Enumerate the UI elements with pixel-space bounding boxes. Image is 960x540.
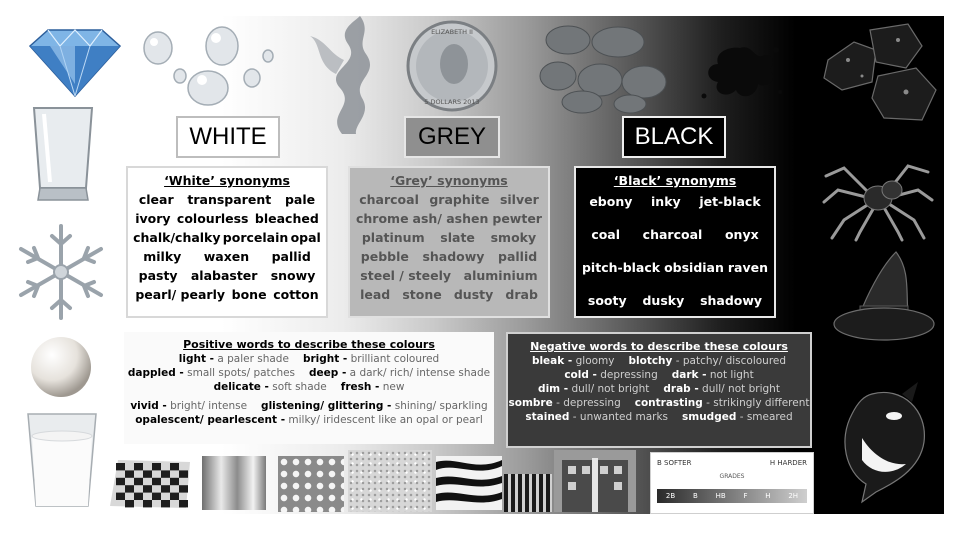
synonym-word: obsidian [664,260,724,275]
grades-scale [657,489,807,503]
synonym-row [128,192,326,207]
describing-word: smudged [682,411,737,423]
synonym-word: inky [651,194,681,209]
synonym-row [350,230,548,245]
description-line [508,411,810,423]
granite-texture [348,450,432,512]
synonym-row [350,211,548,226]
description-line [508,383,810,395]
grades-softer-label: B SOFTER [657,459,692,467]
water-drops-icon [130,18,280,114]
describing-word: contrasting [634,397,703,409]
synonym-word: raven [727,260,768,275]
synonym-word: jet-black [699,194,761,209]
black-synonyms-title: ‘Black’ synonyms [613,173,737,188]
grades-label: GRADES [719,473,745,480]
synonym-word: opal [290,230,321,245]
grade-tick: 2B [665,492,676,500]
describing-word: bleak - [531,355,573,367]
synonym-word: drab [505,287,538,302]
describing-word: bright - [302,353,348,365]
synonym-word: graphite [429,192,490,207]
synonym-word: pitch-black [581,260,661,275]
synonym-row [576,227,774,242]
describing-word: vivid - [130,400,167,412]
synonym-word: charcoal [359,192,419,207]
synonym-row [128,268,326,283]
word-definition: new [382,381,405,393]
word-definition: - smeared [739,411,793,423]
heading-black: BLACK [622,116,726,158]
synonym-word: onyx [724,227,759,242]
synonym-row [350,249,548,264]
snowflake-icon [14,220,108,324]
chess-square [170,463,179,470]
synonym-word: steel / steely [360,268,452,283]
synonym-word: pale [284,192,316,207]
synonym-row [128,249,326,264]
spider-icon [820,150,936,242]
heading-white: WHITE [176,116,280,158]
negative-words-title: Negative words to describe these colours [530,340,788,353]
coin-top-text: ELIZABETH II [431,28,473,36]
word-definition: dull/ not bright [571,383,650,395]
chess-square [179,485,188,492]
polka-dot-texture [278,456,344,512]
zebra-texture [436,456,502,510]
synonym-word: pearl/ pearly [135,287,225,302]
synonym-word: dusky [642,293,685,308]
chess-square [161,485,170,492]
synonym-word: coal [591,227,621,242]
diamond-icon [20,24,130,100]
synonym-word: lead [360,287,391,302]
synonym-word: snowy [270,268,316,283]
synonym-word: charcoal [642,227,703,242]
pencil-grades-chart [650,452,814,514]
word-definition: brilliant coloured [350,353,440,365]
description-line [124,353,494,365]
synonym-word: colourless [176,211,249,226]
synonym-word: chrome [355,211,409,226]
synonym-word: bleached [254,211,319,226]
smoke-icon [296,14,388,136]
describing-word: drab - [663,383,699,395]
grade-tick: HB [715,492,726,500]
chess-square [161,500,170,507]
synonym-word: transparent [187,192,272,207]
word-definition: dull/ not bright [702,383,780,395]
pearl-icon [28,334,94,400]
chess-square [179,470,188,477]
word-definition: - depressing [556,397,621,409]
synonym-row [576,293,774,308]
describing-word: light - [178,353,214,365]
positive-words-panel [124,332,494,444]
stripes-texture [504,474,552,512]
synonym-word: smoky [490,230,537,245]
description-line [124,367,494,379]
pebbles-icon [538,20,672,114]
synonym-row [576,194,774,209]
synonym-row [128,287,326,302]
word-definition: - unwanted marks [572,411,669,423]
synonym-word: waxen [203,249,250,264]
chess-square [125,470,134,477]
building-photo-icon [554,450,636,512]
coin-bottom-text: 5 DOLLARS 2013 [424,98,480,106]
synonym-row [128,211,326,226]
chess-square [116,463,125,470]
description-line [124,381,494,393]
chess-square [134,493,143,500]
witch-hat-icon [830,248,936,346]
synonym-word: ash/ ashen [412,211,489,226]
describing-word: dark - [671,369,707,381]
describing-word: fresh - [340,381,380,393]
chess-square [161,470,170,477]
synonym-word: shadowy [700,293,763,308]
synonym-word: milky [143,249,182,264]
word-definition: soft shade [272,381,327,393]
chess-square [170,493,179,500]
synonym-word: pallid [498,249,538,264]
synonym-word: slate [440,230,475,245]
chess-square [134,478,143,485]
chess-square [125,485,134,492]
describing-word: deep - [309,367,347,379]
word-definition: a dark/ rich/ intense shade [349,367,491,379]
chess-square [152,478,161,485]
white-synonyms-box [126,166,328,318]
synonym-word: pewter [492,211,542,226]
describing-word: delicate - [213,381,269,393]
coin-icon [402,20,502,112]
heading-grey: GREY [404,116,500,158]
synonym-word: aluminium [463,268,538,283]
chess-square [179,500,188,507]
grey-synonyms-title: ‘Grey’ synonyms [390,173,508,188]
description-line [508,397,810,409]
word-definition: bright/ intense [170,400,248,412]
synonym-word: ebony [589,194,633,209]
synonym-word: porcelain [222,230,289,245]
synonym-word: silver [499,192,539,207]
word-definition: milky/ iridescent like an opal or pearl [288,414,483,426]
word-definition: shining/ sparkling [394,400,488,412]
chess-square [116,493,125,500]
description-line [124,414,494,426]
describing-word: sombre [508,397,553,409]
synonym-row [576,260,774,275]
orca-icon [832,380,936,506]
synonym-word: shadowy [422,249,485,264]
synonym-row [350,287,548,302]
black-synonyms-box [574,166,776,318]
describing-word: opalescent/ pearlescent - [135,414,286,426]
chess-square [152,493,161,500]
grade-tick: H [765,492,771,500]
word-definition: small spots/ patches [187,367,296,379]
milk-glass-icon [22,410,102,510]
chess-square [143,470,152,477]
description-line [508,355,810,367]
synonym-word: pebble [360,249,409,264]
describing-word: dappled - [127,367,184,379]
describing-word: dim - [538,383,569,395]
grey-synonyms-box [348,166,550,318]
word-definition: a paler shade [217,353,289,365]
synonym-word: pallid [271,249,311,264]
synonym-word: chalk/chalky [133,230,221,245]
grade-tick: 2H [788,492,799,500]
word-definition: not light [709,369,754,381]
describing-word: stained [525,411,570,423]
grade-tick: F [743,492,748,500]
glass-icon [28,104,98,206]
describing-word: blotchy [628,355,673,367]
word-definition: depressing [600,369,658,381]
describing-word: glistening/ glittering - [261,400,392,412]
description-line [508,369,810,381]
word-definition: - strikingly different [706,397,810,409]
grades-harder-label: H HARDER [769,459,807,467]
synonym-word: cotton [273,287,319,302]
synonym-row [128,230,326,245]
coal-icon [818,20,942,130]
chess-square [170,478,179,485]
synonym-row [350,268,548,283]
synonym-word: bone [231,287,267,302]
negative-words-panel [506,332,812,448]
grade-tick: B [692,492,698,500]
white-synonyms-title: ‘White’ synonyms [164,173,290,188]
synonym-word: sooty [587,293,627,308]
word-definition: gloomy [575,355,615,367]
chess-square [134,463,143,470]
synonym-row [350,192,548,207]
chess-square [116,478,125,485]
word-definition: - patchy/ discoloured [675,355,787,367]
synonym-word: platinum [361,230,425,245]
describing-word: cold - [564,369,597,381]
description-line [124,400,494,412]
ink-splash-icon [696,40,784,104]
synonym-word: stone [402,287,442,302]
synonym-word: alabaster [190,268,258,283]
synonym-word: pasty [138,268,178,283]
chess-square [152,463,161,470]
synonym-word: dusty [453,287,494,302]
chess-square [143,500,152,507]
brushed-metal-texture [202,456,266,510]
chess-square [125,500,134,507]
positive-words-title: Positive words to describe these colours [183,338,435,351]
synonym-word: clear [138,192,174,207]
chess-square [143,485,152,492]
synonym-word: ivory [135,211,171,226]
chess-board-icon [106,452,196,512]
